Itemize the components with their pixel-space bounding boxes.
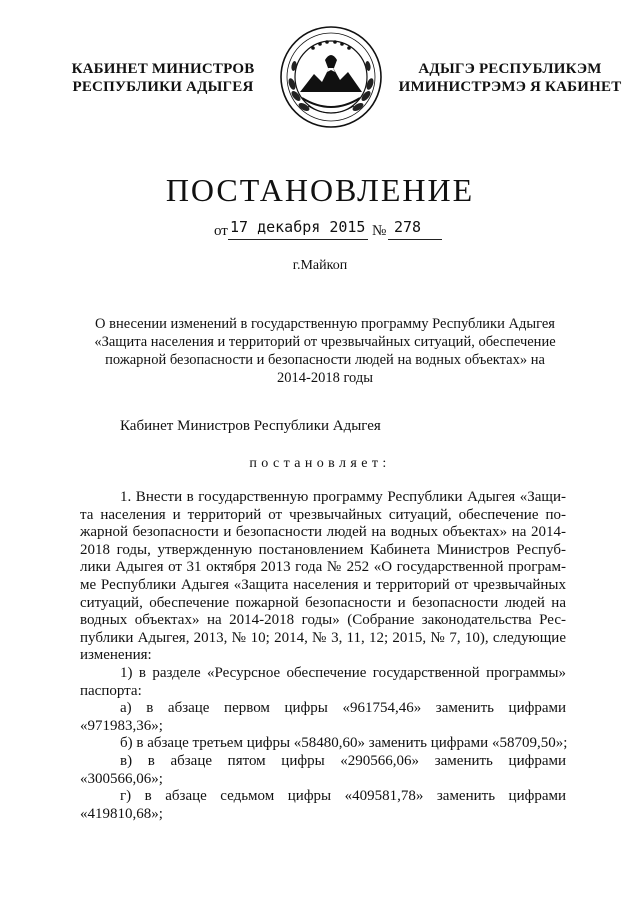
body-line: паспорта: [80,682,142,699]
body-line: 1. Внести в государственную программу Республики Адыгея «Защи- [120,489,566,505]
body-line: 1) в разделе «Ресурсное обеспечение государственной программы» [120,664,566,681]
body-line: водных объектах» на 2014-2018 годы» (Собрание законодательства Рес- [80,612,566,629]
document-number: 278 [394,218,422,236]
coat-of-arms-icon [278,24,384,130]
body-line: «300566,06»; [80,770,163,787]
date-underline [228,239,368,240]
document-date: 17 декабря 2015 [230,218,366,236]
body-line: та населения и территорий от чрезвычайных ситуаций, обеспечение по- [80,506,566,523]
body-line: в) в абзаце пятом цифры «290566,06» заменить цифрами [120,752,566,769]
body-line: ситуаций, обеспечение пожарной безопасности и безопасности людей на [80,594,566,611]
number-label: № [372,223,387,239]
body-line: публики Адыгея, 2013, № 10; 2014, № 3, 11, 12; 2015, № 7, 10), следующие [80,629,566,646]
body-line: «971983,36»; [80,717,163,734]
body-line: жарной безопасности и безопасности людей на водных объектах» на 2014- [80,524,566,541]
header-right [395,60,625,96]
body-line: «419810,68»; [80,805,163,822]
document-body [80,489,566,823]
dateline [214,216,454,242]
body-line: лики Адыгея от 31 октября 2013 года № 252 «О государственной програм- [80,559,566,576]
header-left-line-2: РЕСПУБЛИКИ АДЫГЕЯ [72,79,254,95]
body-line: г) в абзаце седьмом цифры «409581,78» заменить цифрами [120,788,566,805]
number-underline [388,239,442,240]
header-left-line-1: КАБИНЕТ МИНИСТРОВ [71,61,255,77]
header-right-line-1: АДЫГЭ РЕСПУБЛИКЭМ [418,61,602,77]
city-name: г.Майкоп [292,258,348,273]
subject-line: пожарной безопасности и безопасности людей на водных объектах» на [105,352,545,368]
subject-line: О внесении изменений в государственную программу Республики Адыгея [95,316,555,332]
body-line: а) в абзаце первом цифры «961754,46» заменить цифрами [120,700,566,717]
body-line: б) в абзаце третьем цифры «58480,60» заменить цифрами «58709,50»; [120,735,568,752]
header-left [68,60,258,96]
document-subject [80,315,570,387]
subject-line: 2014-2018 годы [277,370,373,386]
body-line: ме Республики Адыгея «Защита населения и территорий от чрезвычайных [80,576,566,593]
body-line: 2018 годы, утвержденную постановлением Кабинета Министров Респуб- [80,541,566,558]
subject-line: «Защита населения и территорий от чрезвычайных ситуаций, обеспечение [94,334,556,350]
document-title: ПОСТАНОВЛЕНИЕ [165,172,475,208]
decrees-word: постановляет: [249,456,391,471]
date-from-label: от [214,223,228,239]
body-line: изменения: [80,647,152,664]
issuer-line: Кабинет Министров Республики Адыгея [120,418,381,434]
header-right-line-2: ИМИНИСТРЭМЭ Я КАБИНЕТ [398,79,622,95]
